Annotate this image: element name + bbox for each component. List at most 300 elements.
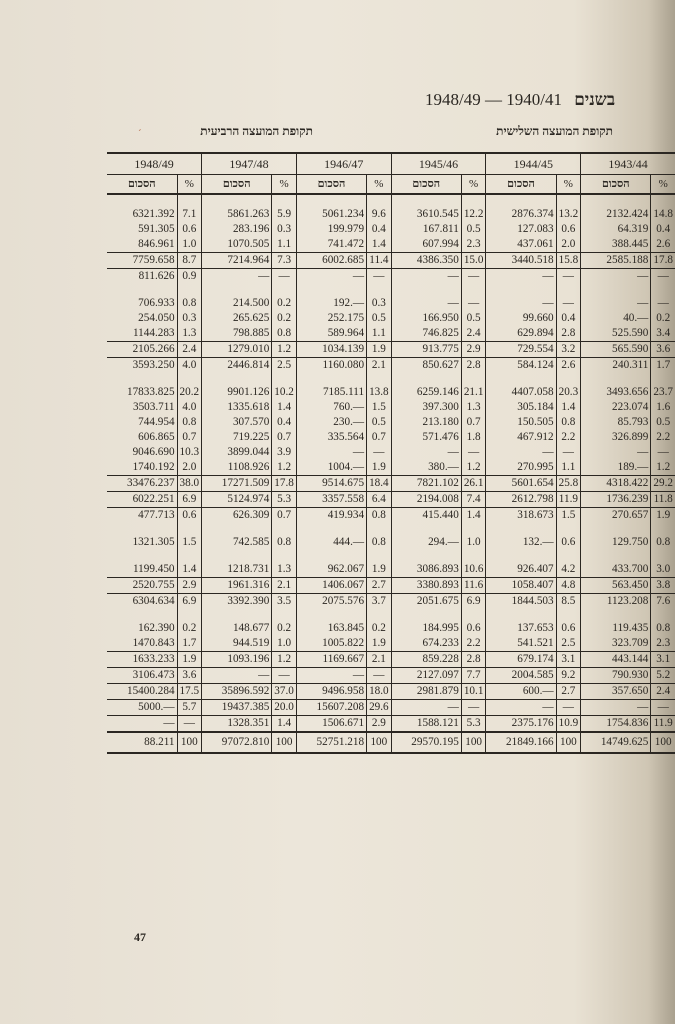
spacer-cell xyxy=(461,194,486,207)
spacer-cell xyxy=(651,609,675,621)
percent-cell: 3.1 xyxy=(651,652,675,668)
sum-cell: 15607.208 xyxy=(296,700,366,716)
sum-cell: — xyxy=(391,269,461,285)
sum-cell: 4407.058 xyxy=(486,385,556,400)
table-body xyxy=(107,194,675,753)
percent-cell: 8.7 xyxy=(177,253,202,269)
spacer-cell xyxy=(177,284,202,296)
percent-cell: — xyxy=(651,296,675,311)
spacer-cell xyxy=(272,550,297,562)
spacer-cell xyxy=(556,609,581,621)
percent-cell: 0.3 xyxy=(177,311,202,326)
sum-cell: — xyxy=(581,445,651,460)
percent-cell: 1.9 xyxy=(367,342,392,358)
percent-cell: 0.5 xyxy=(461,311,486,326)
spacer-cell xyxy=(367,373,392,385)
percent-cell: 0.3 xyxy=(272,222,297,237)
sum-cell: 3503.711 xyxy=(132,401,175,413)
percent-cell: 10.2 xyxy=(272,385,297,400)
percent-cell: 0.9 xyxy=(177,269,202,285)
sum-cell: 706.933 xyxy=(138,297,175,309)
percent-cell: — xyxy=(556,445,581,460)
sum-cell: 1321.305 xyxy=(132,536,175,548)
percent-cell: — xyxy=(461,269,486,285)
sum-cell: — xyxy=(296,269,366,285)
percent-cell: 11.8 xyxy=(651,492,675,508)
sum-cell: 760.— xyxy=(296,400,366,415)
spacer-cell xyxy=(107,609,177,621)
percent-cell: 100 xyxy=(367,732,392,753)
percent-cell: 7.3 xyxy=(272,253,297,269)
spacer-cell xyxy=(272,609,297,621)
percent-cell: 0.6 xyxy=(461,621,486,636)
percent-cell: 37.0 xyxy=(272,684,297,700)
sum-cell: 3899.044 xyxy=(202,445,272,460)
percent-cell: 1.4 xyxy=(272,716,297,733)
percent-cell: 1.3 xyxy=(272,562,297,578)
budget-table xyxy=(107,152,675,754)
table-row xyxy=(107,253,675,269)
sum-cell: 2446.814 xyxy=(202,358,272,374)
percent-cell: 11.4 xyxy=(367,253,392,269)
table-row xyxy=(107,700,675,716)
spacer-cell xyxy=(367,609,392,621)
percent-cell: 100 xyxy=(272,732,297,753)
table-row xyxy=(107,430,675,445)
sum-cell: 252.175 xyxy=(296,311,366,326)
percent-cell: 1.9 xyxy=(367,636,392,652)
sum-cell: — xyxy=(391,700,461,716)
sum-cell: 1470.843 xyxy=(132,637,175,649)
sum-cell: 2375.176 xyxy=(486,716,556,733)
table-row xyxy=(107,385,675,400)
spacer-cell xyxy=(272,194,297,207)
sum-cell: 9496.958 xyxy=(296,684,366,700)
percent-cell: 0.6 xyxy=(177,508,202,524)
sum-cell: 674.233 xyxy=(391,636,461,652)
spacer-cell xyxy=(461,523,486,535)
sum-cell: 419.934 xyxy=(296,508,366,524)
percent-cell: 21.1 xyxy=(461,385,486,400)
percent-cell: 4.0 xyxy=(177,400,202,415)
table-spacer xyxy=(107,609,675,621)
page-title xyxy=(425,90,620,110)
sum-cell: 1058.407 xyxy=(486,578,556,594)
percent-cell: 2.4 xyxy=(461,326,486,342)
table-row xyxy=(107,508,675,524)
spacer-cell xyxy=(202,523,272,535)
sum-cell: 790.930 xyxy=(581,668,651,684)
sum-cell: 3610.545 xyxy=(391,207,461,222)
subheading-fourth-council: תקופת המועצה הרביעית xyxy=(200,124,313,138)
sum-cell: 265.625 xyxy=(202,311,272,326)
sum-cell: 1160.080 xyxy=(296,358,366,374)
sum-cell: 33476.237 xyxy=(107,476,177,492)
sum-cell: 1335.618 xyxy=(202,400,272,415)
percent-cell: 26.1 xyxy=(461,476,486,492)
sum-cell: — xyxy=(486,445,556,460)
spacer-cell xyxy=(202,284,272,296)
spacer-cell xyxy=(391,373,461,385)
spacer-cell xyxy=(391,284,461,296)
spacer-cell xyxy=(651,373,675,385)
year-header: 1943/44 xyxy=(581,153,675,175)
sum-cell: 35896.592 xyxy=(202,684,272,700)
sum-cell: 2194.008 xyxy=(391,492,461,508)
table-spacer xyxy=(107,373,675,385)
percent-cell: 2.1 xyxy=(272,578,297,594)
sum-cell: 437.061 xyxy=(486,237,556,253)
percent-cell: 7.4 xyxy=(461,492,486,508)
percent-cell: 0.8 xyxy=(651,535,675,550)
percent-cell: 7.1 xyxy=(177,207,202,222)
sum-cell: 17833.825 xyxy=(126,386,175,398)
percent-cell: 20.3 xyxy=(556,385,581,400)
percent-cell: 2.7 xyxy=(556,684,581,700)
percent-cell: 3.0 xyxy=(651,562,675,578)
percent-cell: 8.5 xyxy=(556,594,581,610)
sum-cell: 326.899 xyxy=(581,430,651,445)
percent-cell: 20.0 xyxy=(272,700,297,716)
spacer-cell xyxy=(486,550,556,562)
sum-cell: 1506.671 xyxy=(296,716,366,733)
percent-cell: — xyxy=(651,445,675,460)
sum-cell: 52751.218 xyxy=(296,732,366,753)
sum-cell: 2520.755 xyxy=(107,578,177,594)
percent-cell: 0.2 xyxy=(272,296,297,311)
sum-cell: 2132.424 xyxy=(581,207,651,222)
spacer-cell xyxy=(651,194,675,207)
sum-cell: 846.961 xyxy=(138,238,175,250)
sum-cell: 29570.195 xyxy=(391,732,461,753)
sum-cell: 5861.263 xyxy=(202,207,272,222)
sum-cell: 2981.879 xyxy=(391,684,461,700)
sum-cell: 397.300 xyxy=(391,400,461,415)
spacer-cell xyxy=(391,194,461,207)
percent-cell: — xyxy=(177,716,202,733)
percent-cell: 1.4 xyxy=(367,237,392,253)
spacer-cell xyxy=(367,194,392,207)
percent-cell: — xyxy=(651,269,675,285)
percent-cell: 6.9 xyxy=(461,594,486,610)
percent-cell: 10.6 xyxy=(461,562,486,578)
percent-cell: 1.5 xyxy=(177,535,202,550)
sum-cell: 323.709 xyxy=(581,636,651,652)
percent-cell: 3.4 xyxy=(651,326,675,342)
sum-cell: 166.950 xyxy=(391,311,461,326)
percent-cell: 5.3 xyxy=(461,716,486,733)
percent-cell: 2.0 xyxy=(177,460,202,476)
spacer-cell xyxy=(177,550,202,562)
sum-cell: — xyxy=(296,445,366,460)
table-spacer xyxy=(107,550,675,562)
percent-cell: 2.9 xyxy=(461,342,486,358)
sum-cell: 6259.146 xyxy=(391,385,461,400)
sum-cell: 6304.634 xyxy=(132,595,175,607)
sum-cell: 589.964 xyxy=(296,326,366,342)
sum-cell: 9514.675 xyxy=(296,476,366,492)
spacer-cell xyxy=(107,194,177,207)
sum-cell: 5124.974 xyxy=(202,492,272,508)
spacer-cell xyxy=(651,284,675,296)
sum-cell: 199.979 xyxy=(296,222,366,237)
sum-cell: 230.— xyxy=(296,415,366,430)
year-header: 1945/46 xyxy=(391,153,486,175)
sum-cell: 2105.266 xyxy=(107,342,177,358)
percent-cell: 0.3 xyxy=(367,296,392,311)
sum-cell: 137.653 xyxy=(486,621,556,636)
table-spacer xyxy=(107,284,675,296)
spacer-cell xyxy=(367,550,392,562)
table-row xyxy=(107,326,675,342)
sum-cell: 1844.503 xyxy=(486,594,556,610)
percent-cell: 2.9 xyxy=(177,578,202,594)
percent-cell: 1.5 xyxy=(367,400,392,415)
sum-cell: 150.505 xyxy=(486,415,556,430)
percent-cell: — xyxy=(367,269,392,285)
percent-cell: 7.7 xyxy=(461,668,486,684)
percent-cell: 23.7 xyxy=(651,385,675,400)
spacer-cell xyxy=(556,194,581,207)
spacer-cell xyxy=(461,284,486,296)
percent-cell: 11.9 xyxy=(556,492,581,508)
sum-cell: 1070.505 xyxy=(202,237,272,253)
spacer-cell xyxy=(296,373,366,385)
spacer-cell xyxy=(272,373,297,385)
percent-header: % xyxy=(461,175,486,195)
sum-cell: 1406.067 xyxy=(296,578,366,594)
sum-cell: 3086.893 xyxy=(391,562,461,578)
sum-cell: 7821.102 xyxy=(391,476,461,492)
sum-cell: — xyxy=(202,668,272,684)
spacer-cell xyxy=(556,284,581,296)
sum-cell: 162.390 xyxy=(138,622,175,634)
sum-cell: 184.995 xyxy=(391,621,461,636)
spacer-cell xyxy=(107,523,177,535)
percent-cell: — xyxy=(461,296,486,311)
sum-cell: 850.627 xyxy=(391,358,461,374)
sum-header: הסכום xyxy=(296,175,366,195)
percent-cell: 1.4 xyxy=(556,400,581,415)
table-row xyxy=(107,342,675,358)
spacer-cell xyxy=(177,523,202,535)
percent-cell: 1.2 xyxy=(272,460,297,476)
percent-cell: 7.6 xyxy=(651,594,675,610)
sum-cell: 192.— xyxy=(296,296,366,311)
spacer-cell xyxy=(107,284,177,296)
sum-cell: 6002.685 xyxy=(296,253,366,269)
sum-cell: 40.— xyxy=(581,311,651,326)
spacer-cell xyxy=(391,609,461,621)
table-row xyxy=(107,400,675,415)
sum-cell: 283.196 xyxy=(202,222,272,237)
percent-header: % xyxy=(651,175,675,195)
sum-cell: 2127.097 xyxy=(391,668,461,684)
sum-cell: 270.657 xyxy=(581,508,651,524)
spacer-cell xyxy=(461,550,486,562)
table-row xyxy=(107,445,675,460)
percent-cell: 6.4 xyxy=(367,492,392,508)
percent-cell: 0.2 xyxy=(272,621,297,636)
sum-cell: 270.995 xyxy=(486,460,556,476)
percent-cell: 1.7 xyxy=(651,358,675,374)
sum-cell: 926.407 xyxy=(486,562,556,578)
spacer-cell xyxy=(177,373,202,385)
spacer-cell xyxy=(202,550,272,562)
percent-cell: 4.0 xyxy=(177,358,202,374)
sum-cell: 17271.509 xyxy=(202,476,272,492)
percent-cell: 1.4 xyxy=(272,400,297,415)
percent-cell: 3.6 xyxy=(177,668,202,684)
sum-cell: — xyxy=(581,296,651,311)
sum-cell: 9046.690 xyxy=(132,446,175,458)
percent-cell: 1.4 xyxy=(177,562,202,578)
table-row xyxy=(107,716,675,733)
percent-cell: 18.4 xyxy=(367,476,392,492)
table-row xyxy=(107,207,675,222)
sum-cell: 913.775 xyxy=(391,342,461,358)
sum-cell: 525.590 xyxy=(581,326,651,342)
percent-cell: 2.7 xyxy=(367,578,392,594)
sum-cell: 444.— xyxy=(296,535,366,550)
sum-cell: 6321.392 xyxy=(132,208,175,220)
percent-cell: 3.7 xyxy=(367,594,392,610)
percent-cell: 2.3 xyxy=(461,237,486,253)
table-row xyxy=(107,415,675,430)
percent-cell: 2.4 xyxy=(177,342,202,358)
table-row xyxy=(107,296,675,311)
percent-cell: 29.2 xyxy=(651,476,675,492)
percent-cell: 100 xyxy=(651,732,675,753)
spacer-cell xyxy=(486,284,556,296)
sum-cell: 626.309 xyxy=(202,508,272,524)
table-row xyxy=(107,535,675,550)
spacer-cell xyxy=(581,373,651,385)
percent-cell: 10.1 xyxy=(461,684,486,700)
percent-cell: 0.6 xyxy=(177,222,202,237)
table-row xyxy=(107,562,675,578)
table-row xyxy=(107,668,675,684)
sum-cell: 944.519 xyxy=(202,636,272,652)
percent-cell: 3.2 xyxy=(556,342,581,358)
sum-cell: 254.050 xyxy=(138,312,175,324)
table-row xyxy=(107,732,675,753)
percent-cell: 2.8 xyxy=(461,358,486,374)
percent-cell: 15.8 xyxy=(556,253,581,269)
sum-cell: 2004.585 xyxy=(486,668,556,684)
percent-cell: 1.0 xyxy=(461,535,486,550)
sum-cell: — xyxy=(486,269,556,285)
table-row xyxy=(107,621,675,636)
percent-cell: 2.3 xyxy=(651,636,675,652)
sum-cell: 9901.126 xyxy=(202,385,272,400)
percent-cell: 0.6 xyxy=(556,621,581,636)
spacer-cell xyxy=(367,284,392,296)
sum-cell: 127.083 xyxy=(486,222,556,237)
sum-cell: 240.311 xyxy=(581,358,651,374)
sum-cell: 467.912 xyxy=(486,430,556,445)
sum-cell: 294.— xyxy=(391,535,461,550)
percent-cell: 2.2 xyxy=(556,430,581,445)
sum-cell: 88.211 xyxy=(107,732,177,753)
year-header-row xyxy=(107,153,675,175)
sum-header: הסכום xyxy=(107,175,177,195)
percent-cell: 3.6 xyxy=(651,342,675,358)
spacer-cell xyxy=(391,550,461,562)
percent-cell: 100 xyxy=(177,732,202,753)
spacer-cell xyxy=(296,194,366,207)
percent-cell: 2.8 xyxy=(556,326,581,342)
percent-cell: 3.9 xyxy=(272,445,297,460)
sum-cell: 1004.— xyxy=(296,460,366,476)
percent-cell: — xyxy=(651,700,675,716)
sum-cell: 307.570 xyxy=(202,415,272,430)
sum-cell: 21849.166 xyxy=(486,732,556,753)
sum-cell: 1199.450 xyxy=(132,563,175,575)
percent-cell: 100 xyxy=(461,732,486,753)
spacer-cell xyxy=(202,609,272,621)
percent-cell: 4.2 xyxy=(556,562,581,578)
percent-cell: 2.2 xyxy=(651,430,675,445)
sum-cell: 7185.111 xyxy=(296,385,366,400)
spacer-cell xyxy=(651,550,675,562)
percent-cell: — xyxy=(461,445,486,460)
sum-cell: 2876.374 xyxy=(486,207,556,222)
sum-cell: 148.677 xyxy=(202,621,272,636)
sum-cell: — xyxy=(581,269,651,285)
percent-cell: 0.2 xyxy=(272,311,297,326)
sum-cell: 584.124 xyxy=(486,358,556,374)
year-header: 1946/47 xyxy=(296,153,391,175)
sum-cell: 742.585 xyxy=(202,535,272,550)
percent-cell: — xyxy=(272,668,297,684)
percent-cell: 29.6 xyxy=(367,700,392,716)
percent-cell: 0.5 xyxy=(367,415,392,430)
year-header: 1944/45 xyxy=(486,153,581,175)
percent-cell: 20.2 xyxy=(177,385,202,400)
percent-cell: 3.1 xyxy=(556,652,581,668)
sum-cell: 1588.121 xyxy=(391,716,461,733)
sum-cell: 1123.208 xyxy=(581,594,651,610)
percent-cell: 9.6 xyxy=(367,207,392,222)
percent-cell: 2.1 xyxy=(367,652,392,668)
spacer-cell xyxy=(272,523,297,535)
sum-header: הסכום xyxy=(581,175,651,195)
spacer-cell xyxy=(556,523,581,535)
sum-cell: 563.450 xyxy=(581,578,651,594)
percent-cell: 0.8 xyxy=(177,296,202,311)
spacer-cell xyxy=(486,373,556,385)
spacer-cell xyxy=(367,523,392,535)
percent-cell: 2.8 xyxy=(461,652,486,668)
percent-cell: 12.2 xyxy=(461,207,486,222)
percent-cell: 1.0 xyxy=(272,636,297,652)
sum-cell: 4318.422 xyxy=(581,476,651,492)
percent-cell: 17.5 xyxy=(177,684,202,700)
table-row xyxy=(107,476,675,492)
percent-cell: 5.9 xyxy=(272,207,297,222)
sum-cell: 14749.625 xyxy=(581,732,651,753)
percent-cell: 10.3 xyxy=(177,445,202,460)
sum-cell: 19437.385 xyxy=(202,700,272,716)
percent-cell: 6.9 xyxy=(177,594,202,610)
percent-cell: 1.3 xyxy=(461,400,486,415)
column-header-row xyxy=(107,175,675,195)
sum-cell: 167.811 xyxy=(391,222,461,237)
spacer-cell xyxy=(581,284,651,296)
spacer-cell xyxy=(296,523,366,535)
sum-cell: 1218.731 xyxy=(202,562,272,578)
